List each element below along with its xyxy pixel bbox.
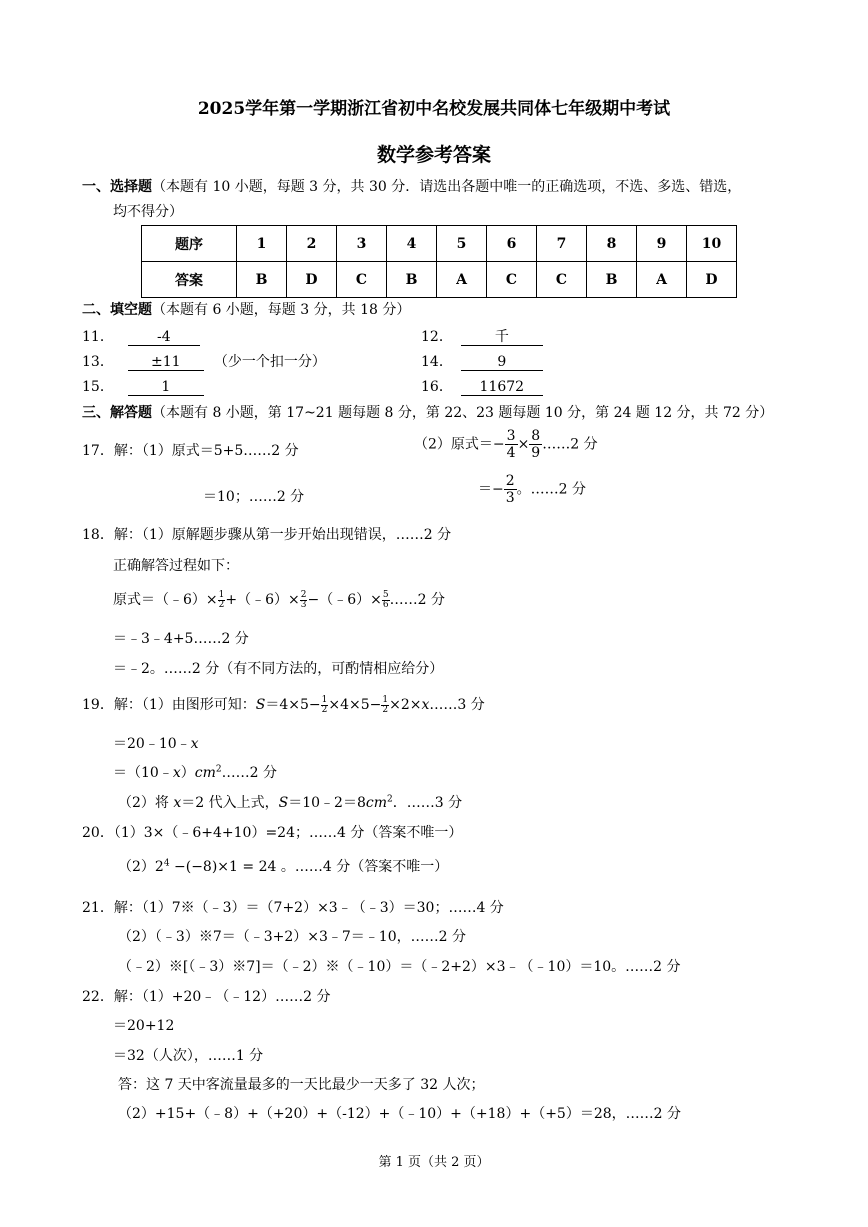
q19-line-1: 19．解：（1）由图形可知：S＝4×5− $\frac{1}{2}$ ×4×5− $\frac{1}{2}$ ×2×x……3 分 bbox=[82, 694, 485, 715]
table-cell: A bbox=[437, 262, 487, 298]
q22-line-4: 答：这 7 天中客流量最多的一天比最少一天多了 32 人次； bbox=[118, 1077, 485, 1093]
q18-line-2: 正确解答过程如下： bbox=[113, 558, 239, 574]
fill-item-16: 16． 11672 bbox=[421, 376, 543, 396]
q19-line-3: $=(10﹣x)cm^2\dots\dots 2$ 分 bbox=[113, 764, 277, 781]
table-cell: 8 bbox=[587, 226, 637, 262]
fill-item-12: 12． 千 bbox=[421, 326, 543, 346]
q22-line-2: ＝20+12 bbox=[113, 1018, 175, 1034]
table-cell: 6 bbox=[487, 226, 537, 262]
q21-line-1: 21．解：（1）7※（﹣3）＝（7+2）×3﹣（﹣3）＝30；……4 分 bbox=[82, 900, 504, 916]
table-cell: C bbox=[337, 262, 387, 298]
page-footer: 第 1 页（共 2 页） bbox=[378, 1155, 490, 1170]
q20-line-2: $(2)2^4 -(-8)\times 1 = 24$ 。……4 分（答案不唯一） bbox=[118, 858, 449, 875]
q19-line-4: （2）将 x＝2 代入上式，$S=10﹣2=8cm^2$．……3 分 bbox=[118, 794, 463, 811]
q17-right-line-2: ＝− $\frac{2}{3}$ 。……2 分 bbox=[478, 473, 587, 506]
table-cell: 9 bbox=[637, 226, 687, 262]
q18-line-5: ＝﹣2。……2 分（有不同方法的，可酌情相应给分） bbox=[113, 661, 444, 677]
q21-line-2: （2）（﹣3）※7＝（﹣3+2）×3﹣7＝﹣10，……2 分 bbox=[118, 929, 466, 945]
table-cell: 3 bbox=[337, 226, 387, 262]
q18-line-3: 原式＝（﹣6）× $\frac{1}{2}$ +（﹣6）× $\frac{2}{3}$ −（﹣6）× $\frac{5}{6}$ ……2 分 bbox=[113, 589, 445, 610]
table-cell: C bbox=[487, 262, 537, 298]
q22-line-3: ＝32（人次），……1 分 bbox=[113, 1048, 264, 1064]
section-1-desc-cont: 均不得分） bbox=[113, 204, 183, 220]
table-cell: 5 bbox=[437, 226, 487, 262]
table-header-cell: 题序 bbox=[142, 226, 237, 262]
q17-line-1: 17．解：（1）原式＝5+5……2 分 bbox=[82, 443, 299, 459]
table-cell: 1 bbox=[237, 226, 287, 262]
fill-item-15: 15． 1 bbox=[82, 376, 204, 396]
table-cell: D bbox=[687, 262, 737, 298]
table-row bbox=[142, 262, 737, 298]
q20-line-1: 20．（1）3×（﹣6+4+10）=24；……4 分（答案不唯一） bbox=[82, 825, 463, 841]
table-cell: D bbox=[287, 262, 337, 298]
fill-item-13: 13． ±11 （少一个扣一分） bbox=[82, 354, 326, 370]
fill-item-11: 11． -4 bbox=[82, 326, 200, 346]
table-cell: C bbox=[537, 262, 587, 298]
q17-line-2: ＝10；……2 分 bbox=[203, 489, 305, 505]
table-cell: B bbox=[237, 262, 287, 298]
q17-right-line-1: （2）原式＝− $\frac{3}{4}$ × $\frac{8}{9}$ ……2 分 bbox=[414, 428, 598, 461]
q22-line-1: 22．解：（1）+20﹣（﹣12）……2 分 bbox=[82, 989, 331, 1005]
fill-item-14: 14． 9 bbox=[421, 351, 543, 371]
table-cell: 7 bbox=[537, 226, 587, 262]
table-row bbox=[142, 226, 737, 262]
q18-line-1: 18．解：（1）原解题步骤从第一步开始出现错误，……2 分 bbox=[82, 527, 452, 543]
page-subtitle: 数学参考答案 bbox=[376, 144, 491, 166]
answer-table bbox=[141, 225, 737, 298]
section-2-heading: 二、填空题（本题有 6 小题，每题 3 分，共 18 分） bbox=[82, 302, 411, 318]
page-title: 2025学年第一学期浙江省初中名校发展共同体七年级期中考试 bbox=[197, 99, 671, 119]
table-cell: 4 bbox=[387, 226, 437, 262]
table-cell: B bbox=[387, 262, 437, 298]
q21-line-3: （﹣2）※[（﹣3）※7]＝（﹣2）※（﹣10）＝（﹣2+2）×3﹣（﹣10）＝10。……2 分 bbox=[118, 959, 681, 975]
table-cell: 2 bbox=[287, 226, 337, 262]
table-cell: B bbox=[587, 262, 637, 298]
section-3-heading: 三、解答题（本题有 8 小题，第 17~21 题每题 8 分，第 22、23 题每题 10 分，第 24 题 12 分，共 72 分） bbox=[82, 405, 774, 421]
table-cell: A bbox=[637, 262, 687, 298]
section-1-heading: 一、选择题（本题有 10 小题，每题 3 分，共 30 分．请选出各题中唯一的正确选项，不选、多选、错选， bbox=[82, 179, 742, 195]
table-header-cell: 答案 bbox=[142, 262, 237, 298]
q19-line-2: ＝20﹣10﹣x bbox=[113, 736, 199, 752]
q22-line-5: （2）+15+（﹣8）+（+20）+（-12）+（﹣10）+（+18）+（+5）＝28，……2 分 bbox=[118, 1106, 681, 1122]
q18-line-4: ＝﹣3﹣4+5……2 分 bbox=[113, 631, 249, 647]
table-cell: 10 bbox=[687, 226, 737, 262]
